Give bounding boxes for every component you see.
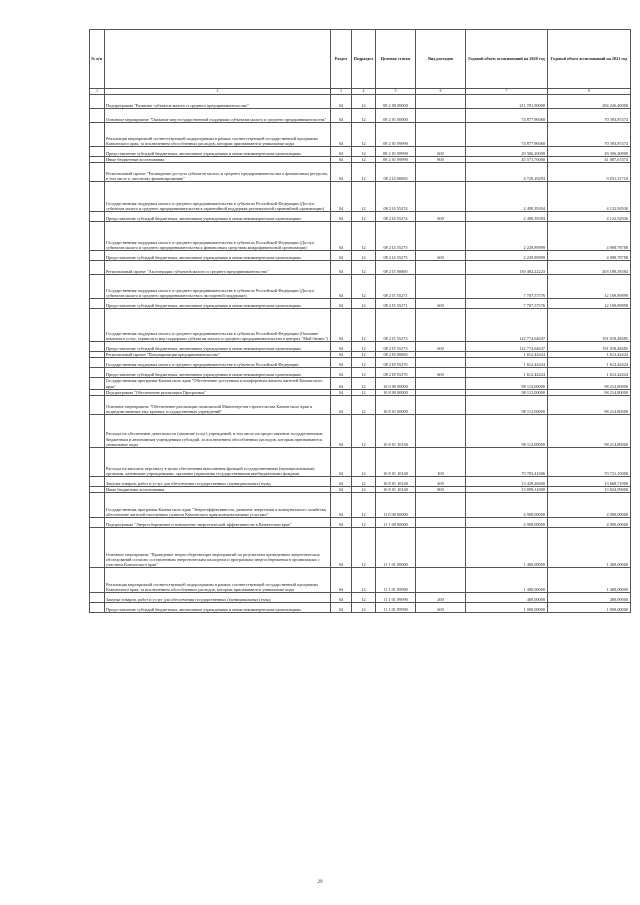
table-row — [90, 603, 631, 613]
row-2021-value-cell: 98 214,80000 — [548, 378, 631, 389]
row-podrazdel-cell: 12 — [352, 389, 376, 395]
row-name-cell: Закупка товаров, работ и услуг для обеспечения государственных (муниципальных) нужд — [105, 593, 331, 603]
row-expense-type-cell — [416, 109, 466, 123]
row-expense-type-cell: 600 — [416, 147, 466, 157]
row-podrazdel-cell: 12 — [352, 123, 376, 147]
row-razdel-cell: 04 — [331, 251, 352, 261]
row-target-article-cell: 11 1 01 00000 — [376, 528, 416, 568]
row-podrazdel-cell: 12 — [352, 593, 376, 603]
row-2020-value-cell: 70 783,41606 — [466, 448, 548, 477]
row-razdel-cell: 04 — [331, 415, 352, 448]
header-2021: Годовой объем ассигнований на 2021 год — [548, 30, 631, 89]
row-razdel-cell: 04 — [331, 261, 352, 275]
row-number-cell — [90, 368, 105, 378]
row-target-article-cell: 08 2 I5 00000 — [376, 261, 416, 275]
row-target-article-cell: 10 0 00 00000 — [376, 378, 416, 389]
row-razdel-cell: 04 — [331, 358, 352, 368]
row-number-cell — [90, 147, 105, 157]
row-2021-value-cell: 13 824,99000 — [548, 487, 631, 493]
row-razdel-cell: 04 — [331, 487, 352, 493]
row-razdel-cell: 04 — [331, 157, 352, 163]
row-expense-type-cell: 600 — [416, 251, 466, 261]
row-number-cell — [90, 603, 105, 613]
row-expense-type-cell: 600 — [416, 342, 466, 352]
row-expense-type-cell — [416, 123, 466, 147]
row-razdel-cell: 04 — [331, 299, 352, 309]
row-razdel-cell: 04 — [331, 222, 352, 251]
row-2021-value-cell: 203 188,38384 — [548, 261, 631, 275]
table-row — [90, 212, 631, 222]
row-number-cell — [90, 593, 105, 603]
row-2021-value-cell: 1 612,42424 — [548, 368, 631, 378]
row-razdel-cell: 04 — [331, 396, 352, 415]
row-number-cell — [90, 378, 105, 389]
row-target-article-cell: 08 2 I5 55271 — [376, 275, 416, 299]
row-razdel-cell: 04 — [331, 448, 352, 477]
table-row — [90, 378, 631, 389]
row-target-article-cell: 08 2 I8 00000 — [376, 352, 416, 358]
row-podrazdel-cell: 12 — [352, 157, 376, 163]
table-row — [90, 275, 631, 299]
row-name-cell: Иные бюджетные ассигнования — [105, 157, 331, 163]
row-expense-type-cell — [416, 163, 466, 182]
row-2021-value-cell: 4 900,00000 — [548, 518, 631, 528]
row-razdel-cell: 04 — [331, 593, 352, 603]
row-expense-type-cell — [416, 396, 466, 415]
row-2021-value-cell: 4 900,00000 — [548, 493, 631, 518]
row-podrazdel-cell: 12 — [352, 518, 376, 528]
row-podrazdel-cell: 12 — [352, 261, 376, 275]
row-razdel-cell: 04 — [331, 147, 352, 157]
row-name-cell: Региональный проект "Акселерация субъектов малого и среднего предпринимательства" — [105, 261, 331, 275]
row-name-cell: Региональный проект "Расширение доступа субъектов малого и среднего предпринимательства к финансовым ресурсам, в том числе к льготному финансированию" — [105, 163, 331, 182]
table-row — [90, 123, 631, 147]
row-number-cell — [90, 261, 105, 275]
row-target-article-cell: 08 2 I8 55270 — [376, 368, 416, 378]
table-row — [90, 309, 631, 342]
row-target-article-cell: 08 2 I4 55274 — [376, 182, 416, 212]
row-2021-value-cell: 1 400,00000 — [548, 568, 631, 593]
row-target-article-cell: 08 2 I4 00000 — [376, 163, 416, 182]
row-2021-value-cell: 98 214,80000 — [548, 389, 631, 395]
row-podrazdel-cell: 12 — [352, 493, 376, 518]
row-expense-type-cell — [416, 493, 466, 518]
row-2020-value-cell: 1 000,00000 — [466, 603, 548, 613]
row-expense-type-cell — [416, 518, 466, 528]
row-2020-value-cell: 29 306,20000 — [466, 147, 548, 157]
column-index: 4 — [352, 89, 376, 95]
row-name-cell: Расходы на обеспечение деятельности (оказание услуг) учреждений, в том числе на предоставление государственным бюджетным и автономным учреждениям субсидий, за исключением обособленных расходов, которым присваиваются уникальные коды — [105, 415, 331, 448]
row-podrazdel-cell: 12 — [352, 415, 376, 448]
row-podrazdel-cell: 12 — [352, 147, 376, 157]
row-2021-value-cell: 284 226,40000 — [548, 95, 631, 109]
row-razdel-cell: 04 — [331, 528, 352, 568]
row-target-article-cell: 08 2 I4 55275 — [376, 251, 416, 261]
row-2021-value-cell: 12 169,89899 — [548, 275, 631, 299]
row-2021-value-cell: 4 122,92930 — [548, 182, 631, 212]
row-name-cell: Предоставление субсидий бюджетным, автономным учреждениям и иным некоммерческим организациям — [105, 212, 331, 222]
row-number-cell — [90, 275, 105, 299]
row-target-article-cell: 11 0 00 00000 — [376, 493, 416, 518]
row-podrazdel-cell: 12 — [352, 378, 376, 389]
row-number-cell — [90, 212, 105, 222]
row-2020-value-cell: 13 429,26600 — [466, 477, 548, 487]
row-target-article-cell: 08 2 I5 55271 — [376, 299, 416, 309]
row-podrazdel-cell: 12 — [352, 275, 376, 299]
row-target-article-cell: 11 1 00 00000 — [376, 518, 416, 528]
column-index: 6 — [416, 89, 466, 95]
row-name-cell: Реализация мероприятий соответствующей подпрограммы в рамках соответствующей государственной программы Камчатского края, за исключением обособленных расходов, которым присваиваются уникальные коды — [105, 123, 331, 147]
row-target-article-cell: 08 2 I5 55273 — [376, 342, 416, 352]
row-name-cell: Предоставление субсидий бюджетным, автономным учреждениям и иным некоммерческим организациям — [105, 368, 331, 378]
row-podrazdel-cell: 12 — [352, 368, 376, 378]
table-row — [90, 147, 631, 157]
row-number-cell — [90, 448, 105, 477]
row-name-cell: Закупка товаров, работ и услуг для обеспечения государственных (муниципальных) нужд — [105, 477, 331, 487]
row-2020-value-cell: 98 112,00000 — [466, 378, 548, 389]
row-target-article-cell: 10 8 01 10140 — [376, 477, 416, 487]
row-2020-value-cell: 2 499,39394 — [466, 182, 548, 212]
row-expense-type-cell — [416, 568, 466, 593]
row-2021-value-cell: 191 018,48485 — [548, 309, 631, 342]
row-expense-type-cell: 800 — [416, 487, 466, 493]
row-2020-value-cell: 4 729,29293 — [466, 163, 548, 182]
row-podrazdel-cell: 12 — [352, 182, 376, 212]
header-name — [105, 30, 331, 89]
row-podrazdel-cell: 12 — [352, 603, 376, 613]
row-target-article-cell: 08 2 01 00000 — [376, 109, 416, 123]
table-row — [90, 396, 631, 415]
row-target-article-cell: 08 2 01 09990 — [376, 147, 416, 157]
row-razdel-cell: 04 — [331, 309, 352, 342]
table-row — [90, 299, 631, 309]
row-name-cell: Основное мероприятие "Оказание мер государственной поддержки субъектам малого и среднего предпринимательства" — [105, 109, 331, 123]
row-target-article-cell: 11 1 01 09990 — [376, 568, 416, 593]
row-name-cell: Иные бюджетные ассигнования — [105, 487, 331, 493]
row-2020-value-cell: 1 612,42424 — [466, 358, 548, 368]
row-name-cell: Предоставление субсидий бюджетным, автономным учреждениям и иным некоммерческим организациям — [105, 299, 331, 309]
budget-table — [89, 29, 631, 613]
table-row — [90, 95, 631, 109]
row-2021-value-cell: 70 393,87474 — [548, 123, 631, 147]
table-row — [90, 251, 631, 261]
header-2020: Годовой объем ассигнований на 2020 год — [466, 30, 548, 89]
header-podrazdel: Подраздел — [352, 30, 376, 89]
row-number-cell — [90, 493, 105, 518]
row-target-article-cell: 08 2 00 00000 — [376, 95, 416, 109]
row-target-article-cell: 08 2 I5 55273 — [376, 309, 416, 342]
header-row — [90, 30, 631, 89]
row-2020-value-cell: 1 612,42424 — [466, 352, 548, 358]
row-number-cell — [90, 358, 105, 368]
row-2020-value-cell: 400,00000 — [466, 593, 548, 603]
row-2020-value-cell: 13 899,31800 — [466, 487, 548, 493]
row-expense-type-cell — [416, 358, 466, 368]
header-expense-type: Вид расходов — [416, 30, 466, 89]
row-expense-type-cell — [416, 182, 466, 212]
row-2020-value-cell: 74 877,96060 — [466, 123, 548, 147]
row-name-cell: Государственная программа Камчатского края "Энергоэффективность, развитие энергетики и коммунального хозяйства, обеспечение жителей населенных пунктов Камчатского края коммунальными услугами" — [105, 493, 331, 518]
table-row — [90, 448, 631, 477]
row-podrazdel-cell: 12 — [352, 251, 376, 261]
row-podrazdel-cell: 12 — [352, 477, 376, 487]
table-row — [90, 528, 631, 568]
row-2021-value-cell: 70 393,87474 — [548, 109, 631, 123]
row-number-cell — [90, 518, 105, 528]
row-expense-type-cell — [416, 95, 466, 109]
row-expense-type-cell — [416, 275, 466, 299]
row-2021-value-cell: 41 087,67474 — [548, 157, 631, 163]
row-2020-value-cell: 211 701,90000 — [466, 95, 548, 109]
header-razdel: Раздел — [331, 30, 352, 89]
table-body — [90, 95, 631, 613]
row-2020-value-cell: 2 229,89899 — [466, 251, 548, 261]
table-row — [90, 182, 631, 212]
row-target-article-cell: 08 2 I4 55274 — [376, 212, 416, 222]
row-2020-value-cell: 98 112,00000 — [466, 396, 548, 415]
row-podrazdel-cell: 12 — [352, 568, 376, 593]
row-number-cell — [90, 342, 105, 352]
row-2021-value-cell: 9 031,31718 — [548, 163, 631, 182]
row-target-article-cell: 08 2 I8 55270 — [376, 358, 416, 368]
row-razdel-cell: 04 — [331, 342, 352, 352]
table-row — [90, 222, 631, 251]
row-2020-value-cell: 122 774,64647 — [466, 342, 548, 352]
row-2020-value-cell: 4 900,00000 — [466, 518, 548, 528]
row-2020-value-cell: 45 571,76060 — [466, 157, 548, 163]
row-expense-type-cell: 600 — [416, 368, 466, 378]
header-target-article: Целевая статья — [376, 30, 416, 89]
row-expense-type-cell: 800 — [416, 157, 466, 163]
row-expense-type-cell — [416, 309, 466, 342]
row-name-cell: Государственная поддержка малого и среднего предпринимательства в субъектах Российской Федерации (Доступ субъектов малого и среднего предпринимательства к финансовым средствам микрофинансовой организации) — [105, 222, 331, 251]
row-podrazdel-cell: 12 — [352, 212, 376, 222]
row-target-article-cell: 10 8 01 00000 — [376, 396, 416, 415]
row-2021-value-cell: 1 612,42424 — [548, 358, 631, 368]
row-razdel-cell: 04 — [331, 109, 352, 123]
header-num: № п/п — [90, 30, 105, 89]
row-name-cell: Государственная поддержка малого и среднего предпринимательства в субъектах Российской Федерации (Оказание комплекса услуг, сервисов и мер поддержки субъектам малого и среднего предпринимательства в центрах "Мой бизнес") — [105, 309, 331, 342]
row-2021-value-cell: 400,00000 — [548, 593, 631, 603]
row-expense-type-cell — [416, 528, 466, 568]
row-expense-type-cell — [416, 261, 466, 275]
row-2021-value-cell: 1 612,42424 — [548, 352, 631, 358]
row-2020-value-cell: 4 900,00000 — [466, 493, 548, 518]
row-expense-type-cell — [416, 222, 466, 251]
table-row — [90, 518, 631, 528]
row-name-cell: Региональный проект "Популяризация предпринимательства" — [105, 352, 331, 358]
row-podrazdel-cell: 12 — [352, 163, 376, 182]
row-2021-value-cell: 1 000,00000 — [548, 603, 631, 613]
row-podrazdel-cell: 12 — [352, 396, 376, 415]
row-2021-value-cell: 13 668,71000 — [548, 477, 631, 487]
row-name-cell: Реализация мероприятий соответствующей подпрограммы в рамках соответствующей государственной программы Камчатского края, за исключением обособленных расходов, которым присваиваются уникальные коды — [105, 568, 331, 593]
row-podrazdel-cell: 12 — [352, 528, 376, 568]
row-2021-value-cell: 4 908,78788 — [548, 222, 631, 251]
row-podrazdel-cell: 12 — [352, 352, 376, 358]
row-target-article-cell: 10 8 01 10140 — [376, 415, 416, 448]
row-razdel-cell: 04 — [331, 212, 352, 222]
row-2021-value-cell: 4 122,92930 — [548, 212, 631, 222]
budget-document — [89, 29, 630, 613]
row-2021-value-cell: 98 214,80000 — [548, 415, 631, 448]
row-number-cell — [90, 415, 105, 448]
row-target-article-cell: 08 2 01 09990 — [376, 157, 416, 163]
row-number-cell — [90, 182, 105, 212]
row-name-cell: Государственная поддержка малого и среднего предпринимательства в субъектах Российской Федерации (Доступ субъектов малого и среднего предпринимательства в гарантийной поддержке региональной гарантийной организации) — [105, 182, 331, 212]
column-index: 3 — [331, 89, 352, 95]
row-2020-value-cell: 2 229,89899 — [466, 222, 548, 251]
row-2020-value-cell: 7 707,57576 — [466, 275, 548, 299]
row-number-cell — [90, 309, 105, 342]
row-target-article-cell: 11 1 01 09990 — [376, 593, 416, 603]
page-number: 29 — [317, 880, 323, 885]
table-row — [90, 368, 631, 378]
row-razdel-cell: 04 — [331, 95, 352, 109]
table-row — [90, 163, 631, 182]
row-name-cell: Предоставление субсидий бюджетным, автономным учреждениям и иным некоммерческим организациям — [105, 147, 331, 157]
row-2020-value-cell: 98 112,00000 — [466, 415, 548, 448]
row-number-cell — [90, 568, 105, 593]
row-number-cell — [90, 528, 105, 568]
column-index: 7 — [466, 89, 548, 95]
table-row — [90, 568, 631, 593]
row-expense-type-cell — [416, 378, 466, 389]
table-row — [90, 415, 631, 448]
row-target-article-cell: 11 1 01 09990 — [376, 603, 416, 613]
row-razdel-cell: 04 — [331, 182, 352, 212]
row-expense-type-cell: 600 — [416, 603, 466, 613]
row-2020-value-cell: 74 877,96060 — [466, 109, 548, 123]
row-razdel-cell: 04 — [331, 603, 352, 613]
row-razdel-cell: 04 — [331, 275, 352, 299]
column-index: 8 — [548, 89, 631, 95]
row-number-cell — [90, 251, 105, 261]
row-expense-type-cell: 600 — [416, 299, 466, 309]
row-name-cell: Предоставление субсидий бюджетным, автономным учреждениям и иным некоммерческим организациям — [105, 251, 331, 261]
row-2021-value-cell: 1 400,00000 — [548, 528, 631, 568]
row-2020-value-cell: 98 112,00000 — [466, 389, 548, 395]
row-2020-value-cell: 7 707,57576 — [466, 299, 548, 309]
table-row — [90, 477, 631, 487]
row-expense-type-cell: 600 — [416, 212, 466, 222]
row-razdel-cell: 04 — [331, 477, 352, 487]
table-row — [90, 358, 631, 368]
row-razdel-cell: 04 — [331, 163, 352, 182]
row-expense-type-cell: 100 — [416, 448, 466, 477]
row-name-cell: Государственная программа Камчатского края "Обеспечение доступным и комфортным жильем жителей Камчатского края" — [105, 378, 331, 389]
row-2021-value-cell: 29 306,20000 — [548, 147, 631, 157]
row-number-cell — [90, 396, 105, 415]
row-2020-value-cell: 122 774,64647 — [466, 309, 548, 342]
row-2021-value-cell: 70 721,10000 — [548, 448, 631, 477]
row-number-cell — [90, 123, 105, 147]
row-podrazdel-cell: 12 — [352, 299, 376, 309]
row-razdel-cell: 04 — [331, 123, 352, 147]
row-target-article-cell: 10 8 01 10140 — [376, 448, 416, 477]
row-expense-type-cell — [416, 415, 466, 448]
row-podrazdel-cell: 12 — [352, 109, 376, 123]
row-2021-value-cell: 12 169,89899 — [548, 299, 631, 309]
row-2020-value-cell: 2 499,39394 — [466, 212, 548, 222]
row-name-cell: Государственная поддержка малого и среднего предпринимательства в субъектах Российской Федерации (Доступ субъектов малого и среднего предпринимательства к экспортной поддержке) — [105, 275, 331, 299]
row-podrazdel-cell: 12 — [352, 342, 376, 352]
table-row — [90, 593, 631, 603]
row-podrazdel-cell: 12 — [352, 448, 376, 477]
row-name-cell: Предоставление субсидий бюджетным, автономным учреждениям и иным некоммерческим организациям — [105, 342, 331, 352]
row-razdel-cell: 04 — [331, 389, 352, 395]
row-target-article-cell: 08 2 01 09990 — [376, 123, 416, 147]
row-2020-value-cell: 1 612,42424 — [466, 368, 548, 378]
row-number-cell — [90, 95, 105, 109]
row-name-cell: Расходы на выплаты персоналу в целях обеспечения выполнения функций государственными (муниципальными) органами, казенными учреждениями, органами управления государственными внебюджетными фондами — [105, 448, 331, 477]
row-name-cell: Основное мероприятие "Обеспечение реализации полномочий Министерства строительства Камчатского края и подведомственных ему краевых государственных учреждений" — [105, 396, 331, 415]
row-number-cell — [90, 163, 105, 182]
row-expense-type-cell: 200 — [416, 593, 466, 603]
row-2020-value-cell: 130 482,22223 — [466, 261, 548, 275]
row-target-article-cell: 08 2 I4 55275 — [376, 222, 416, 251]
row-2021-value-cell: 191 018,48485 — [548, 342, 631, 352]
table-row — [90, 493, 631, 518]
row-razdel-cell: 04 — [331, 493, 352, 518]
row-razdel-cell: 04 — [331, 518, 352, 528]
row-podrazdel-cell: 12 — [352, 487, 376, 493]
row-podrazdel-cell: 12 — [352, 95, 376, 109]
table-row — [90, 342, 631, 352]
row-target-article-cell: 10 8 00 00000 — [376, 389, 416, 395]
row-number-cell — [90, 299, 105, 309]
row-razdel-cell: 04 — [331, 368, 352, 378]
row-number-cell — [90, 109, 105, 123]
row-2021-value-cell: 98 214,80000 — [548, 396, 631, 415]
row-name-cell: Подпрограмма "Энергосбережение и повышение энергетической эффективности в Камчатском крае" — [105, 518, 331, 528]
row-expense-type-cell: 200 — [416, 477, 466, 487]
row-podrazdel-cell: 12 — [352, 309, 376, 342]
row-razdel-cell: 04 — [331, 378, 352, 389]
column-index: 2 — [105, 89, 331, 95]
column-index: 5 — [376, 89, 416, 95]
row-name-cell: Подпрограмма "Обеспечение реализации Программы" — [105, 389, 331, 395]
row-name-cell: Основное мероприятие "Проведение энергосберегающих мероприятий по результатам проведенных энергетических обследований согласно составленным энергетическим паспортам и программам энергосбережения в организациях с участием Камчатского края" — [105, 528, 331, 568]
row-podrazdel-cell: 12 — [352, 222, 376, 251]
row-name-cell: Подпрограмма "Развитие субъектов малого и среднего предпринимательства" — [105, 95, 331, 109]
table-row — [90, 261, 631, 275]
row-2020-value-cell: 1 400,00000 — [466, 528, 548, 568]
row-number-cell — [90, 477, 105, 487]
row-2021-value-cell: 4 908,78788 — [548, 251, 631, 261]
row-name-cell: Государственная поддержка малого и среднего предпринимательства в субъектах Российской Федерации — [105, 358, 331, 368]
row-razdel-cell: 04 — [331, 352, 352, 358]
table-row — [90, 109, 631, 123]
column-index: 1 — [90, 89, 105, 95]
row-number-cell — [90, 222, 105, 251]
row-razdel-cell: 04 — [331, 568, 352, 593]
row-2020-value-cell: 1 400,00000 — [466, 568, 548, 593]
row-podrazdel-cell: 12 — [352, 358, 376, 368]
row-name-cell: Предоставление субсидий бюджетным, автономным учреждениям и иным некоммерческим организациям — [105, 603, 331, 613]
row-target-article-cell: 10 8 01 10140 — [376, 487, 416, 493]
